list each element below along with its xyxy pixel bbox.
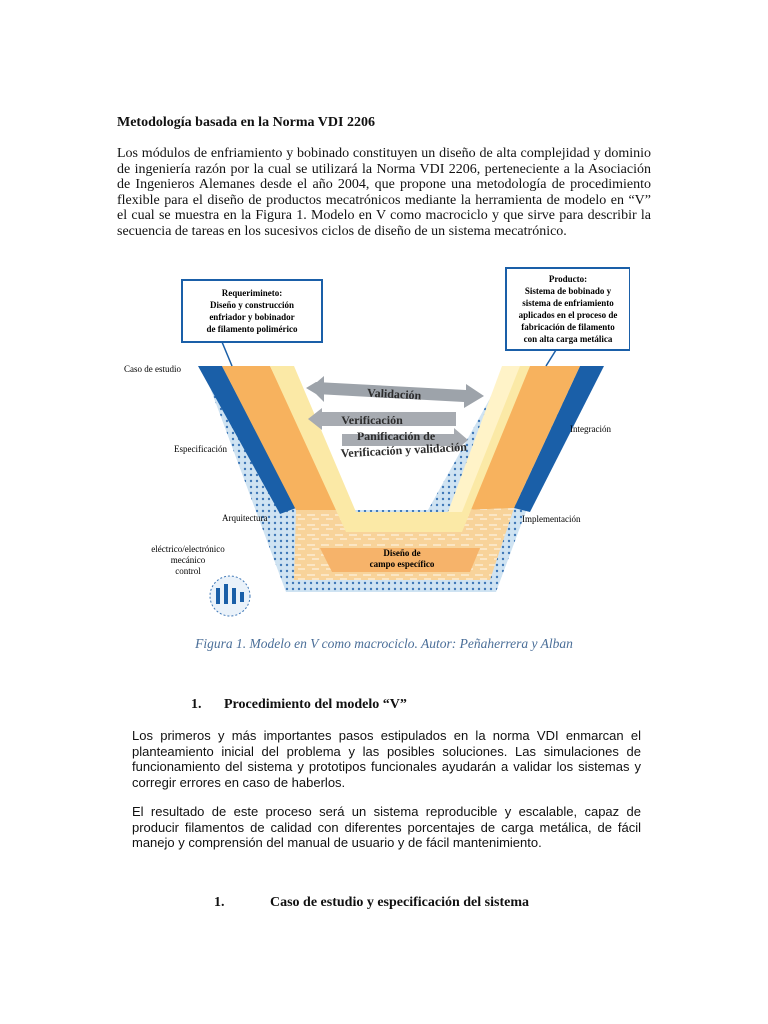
svg-text:fabricación de filamento: fabricación de filamento bbox=[521, 322, 615, 332]
svg-text:Diseño y construcción: Diseño y construcción bbox=[210, 300, 294, 310]
label-dominio-1: eléctrico/electrónico bbox=[151, 544, 225, 554]
label-implementacion: Implementación bbox=[522, 514, 581, 524]
label-validacion: Validación bbox=[366, 385, 422, 403]
v-model-figure bbox=[110, 262, 630, 622]
label-especificacion: Especificación bbox=[174, 444, 227, 454]
figure-caption: Figura 1. Modelo en V como macrociclo. Autor: Peñaherrera y Alban bbox=[195, 636, 573, 651]
svg-text:Sistema de bobinado y: Sistema de bobinado y bbox=[524, 286, 612, 296]
intro-paragraph: Los módulos de enfriamiento y bobinado constituyen un diseño de alta complejidad y dominio de ingeniería razón por la cual se utilizará la Norma VDI 2206, perteneciente a la Asociación de Ingenieros Alemanes desde el año 2004, que propone una metodología de procedimiento flexible para el diseño de productos mecatrónicos mediante la herramienta de modelo en “V” el cual se muestra en la Figura 1. Modelo en V como macrociclo y que sirve para describir la secuencia de tareas en los sucesivos ciclos de diseño de un sistema mecatrónico. bbox=[117, 146, 651, 239]
label-caso-estudio: Caso de estudio bbox=[124, 364, 181, 374]
arrow-validacion-head bbox=[310, 376, 324, 402]
section-title: Metodología basada en la Norma VDI 2206 bbox=[117, 115, 375, 130]
domain-circle-icon bbox=[210, 576, 250, 616]
svg-text:enfriador y bobinador: enfriador y bobinador bbox=[209, 312, 295, 322]
svg-text:de filamento polimérico: de filamento polimérico bbox=[206, 324, 298, 334]
label-planificacion-2: Verificación y validación bbox=[340, 439, 468, 461]
label-dominio-3: control bbox=[175, 566, 201, 576]
paragraph-2: Los primeros y más importantes pasos estipulados en la norma VDI enmarcan el planteamiento inicial del problema y las posibles soluciones. Las simulaciones de funcionamiento del sistema y prototipos funcionales ayudarán a validar los sistemas y corregir errores en caso de haberlos. bbox=[132, 728, 641, 790]
label-planificacion-1: Panificación de bbox=[356, 429, 436, 443]
svg-text:con alta carga metálica: con alta carga metálica bbox=[523, 334, 613, 344]
requirement-title: Requerimineto: bbox=[221, 288, 283, 298]
section1-number: 1. bbox=[191, 697, 202, 712]
svg-text:sistema de enfriamiento: sistema de enfriamiento bbox=[522, 298, 614, 308]
label-diseno-1: Diseño de bbox=[383, 548, 421, 558]
section2-title: Caso de estudio y especificación del sistema bbox=[270, 895, 529, 910]
section2-number: 1. bbox=[214, 895, 225, 910]
label-arquitectura: Arquitectura bbox=[222, 513, 268, 523]
paragraph-3: El resultado de este proceso será un sistema reproducible y escalable, capaz de producir filamentos de calidad con diferentes porcentajes de carga metálica, de fácil manejo y comprensión del manual de usuario y de fácil mantenimiento. bbox=[132, 804, 641, 850]
label-verificacion: Verificación bbox=[341, 413, 403, 427]
svg-text:aplicados en el proceso de: aplicados en el proceso de bbox=[518, 310, 618, 320]
section1-title: Procedimiento del modelo “V” bbox=[224, 697, 407, 712]
label-dominio-2: mecánico bbox=[170, 555, 206, 565]
label-integracion: Integración bbox=[570, 424, 611, 434]
product-title: Producto: bbox=[548, 274, 588, 284]
label-diseno-2: campo específico bbox=[369, 559, 435, 569]
